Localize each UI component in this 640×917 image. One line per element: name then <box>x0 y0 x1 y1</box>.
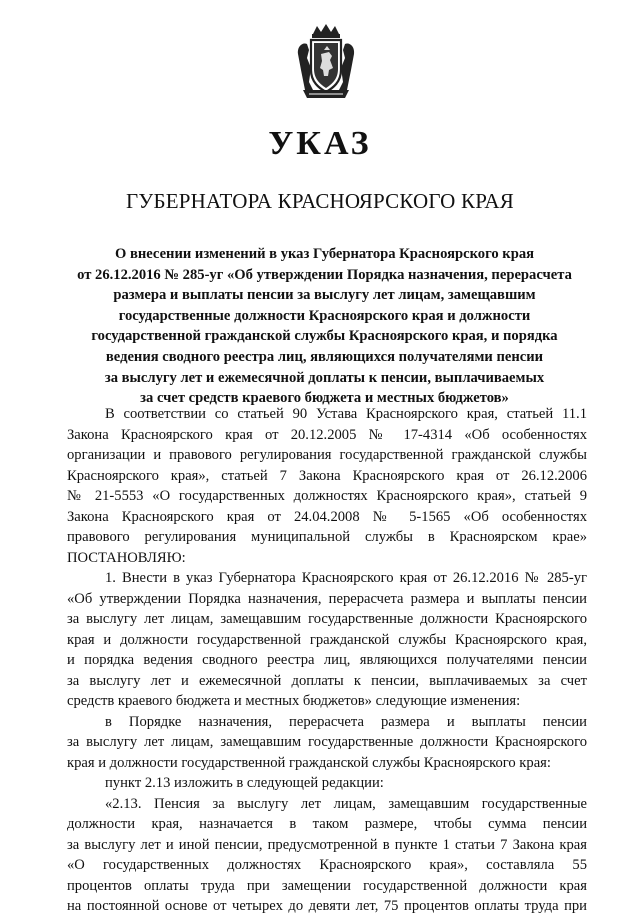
heading-line: государственной гражданской службы Красноярского края, и порядка <box>91 328 558 345</box>
body-line: «О государственных должностях Красноярского края», составляла 55 <box>67 857 587 873</box>
body-line: № 21-5553 «О государственных должностях Красноярского края», статьей 9 <box>67 488 587 504</box>
body-line: организации и правового регулирования государственной гражданской службы <box>67 447 587 463</box>
body-line: за выслугу лет и иной пенсии, предусмотренной в пункте 1 статьи 7 Закона края <box>67 836 587 853</box>
body-line: на постоянной основе от четырех до девяти лет, 75 процентов оплаты труда при <box>67 898 587 914</box>
body-line: средств краевого бюджета и местных бюджетов» следующие изменения: <box>67 693 521 709</box>
body-line: за выслугу лет лицам, замещавшим государственные должности Красноярского <box>67 611 587 627</box>
heading-line: от 26.12.2016 № 285-уг «Об утверждении Порядка назначения, перерасчета <box>77 266 572 283</box>
body-line: Закона Красноярского края от 20.12.2005 № 17-4314 «Об особенностях <box>67 426 587 443</box>
heading-line: за счет средств краевого бюджета и местных бюджетов» <box>140 390 509 407</box>
heading-line: размера и выплаты пенсии за выслугу лет лицам, замещавшим <box>113 287 536 304</box>
body-line: и порядка ведения сводного реестра лиц, являющихся получателями пенсии <box>67 652 587 668</box>
body-line: процентов оплаты труда при замещении государственной должности края <box>67 877 587 894</box>
decree-body <box>67 404 587 917</box>
body-line: «Об утверждении Порядка назначения, перерасчета размера и выплаты пенсии <box>67 590 587 607</box>
body-line: «2.13. Пенсия за выслугу лет лицам, замещавшим государственные <box>105 795 587 812</box>
heading-line: государственные должности Красноярского края и должности <box>118 307 531 324</box>
body-line: правового регулирования муниципальной службы в Красноярском крае» <box>67 529 587 545</box>
decree-heading <box>52 244 597 409</box>
coat-of-arms-icon <box>295 24 357 102</box>
document-title: УКАЗ <box>268 125 372 162</box>
heading-line: за выслугу лет и ежемесячной доплаты к пенсии, выплачиваемых <box>104 369 545 386</box>
body-line: за выслугу лет и ежемесячной доплаты к пенсии, выплачиваемых за счет <box>67 672 587 689</box>
heading-line: ведения сводного реестра лиц, являющихся получателями пенсии <box>105 348 544 365</box>
body-line: за выслугу лет лицам, замещавшим государственные должности Красноярского <box>67 734 587 750</box>
body-line: Закона Красноярского края от 24.04.2008 № 5-1565 «Об особенностях <box>67 508 587 525</box>
body-line: должности края, назначается в таком размере, чтобы сумма пенсии <box>67 816 587 832</box>
body-line: ПОСТАНОВЛЯЮ: <box>67 549 186 566</box>
body-line: 1. Внести в указ Губернатора Красноярского края от 26.12.2016 № 285-уг <box>105 570 587 586</box>
body-line: пункт 2.13 изложить в следующей редакции: <box>105 775 384 791</box>
body-line: в Порядке назначения, перерасчета размера и выплаты пенсии <box>105 713 587 730</box>
document-subtitle: ГУБЕРНАТОРА КРАСНОЯРСКОГО КРАЯ <box>126 189 514 213</box>
heading-line: О внесении изменений в указ Губернатора Красноярского края <box>114 246 535 262</box>
body-line: В соответствии со статьей 90 Устава Красноярского края, статьей 11.1 <box>105 406 587 422</box>
body-line: края и должности государственной гражданской службы Красноярского края: <box>67 754 551 771</box>
body-line: края и должности государственной гражданской службы Красноярского края, <box>67 631 587 648</box>
body-line: Красноярского края», статьей 7 Закона Красноярского края от 26.12.2006 <box>67 467 587 484</box>
